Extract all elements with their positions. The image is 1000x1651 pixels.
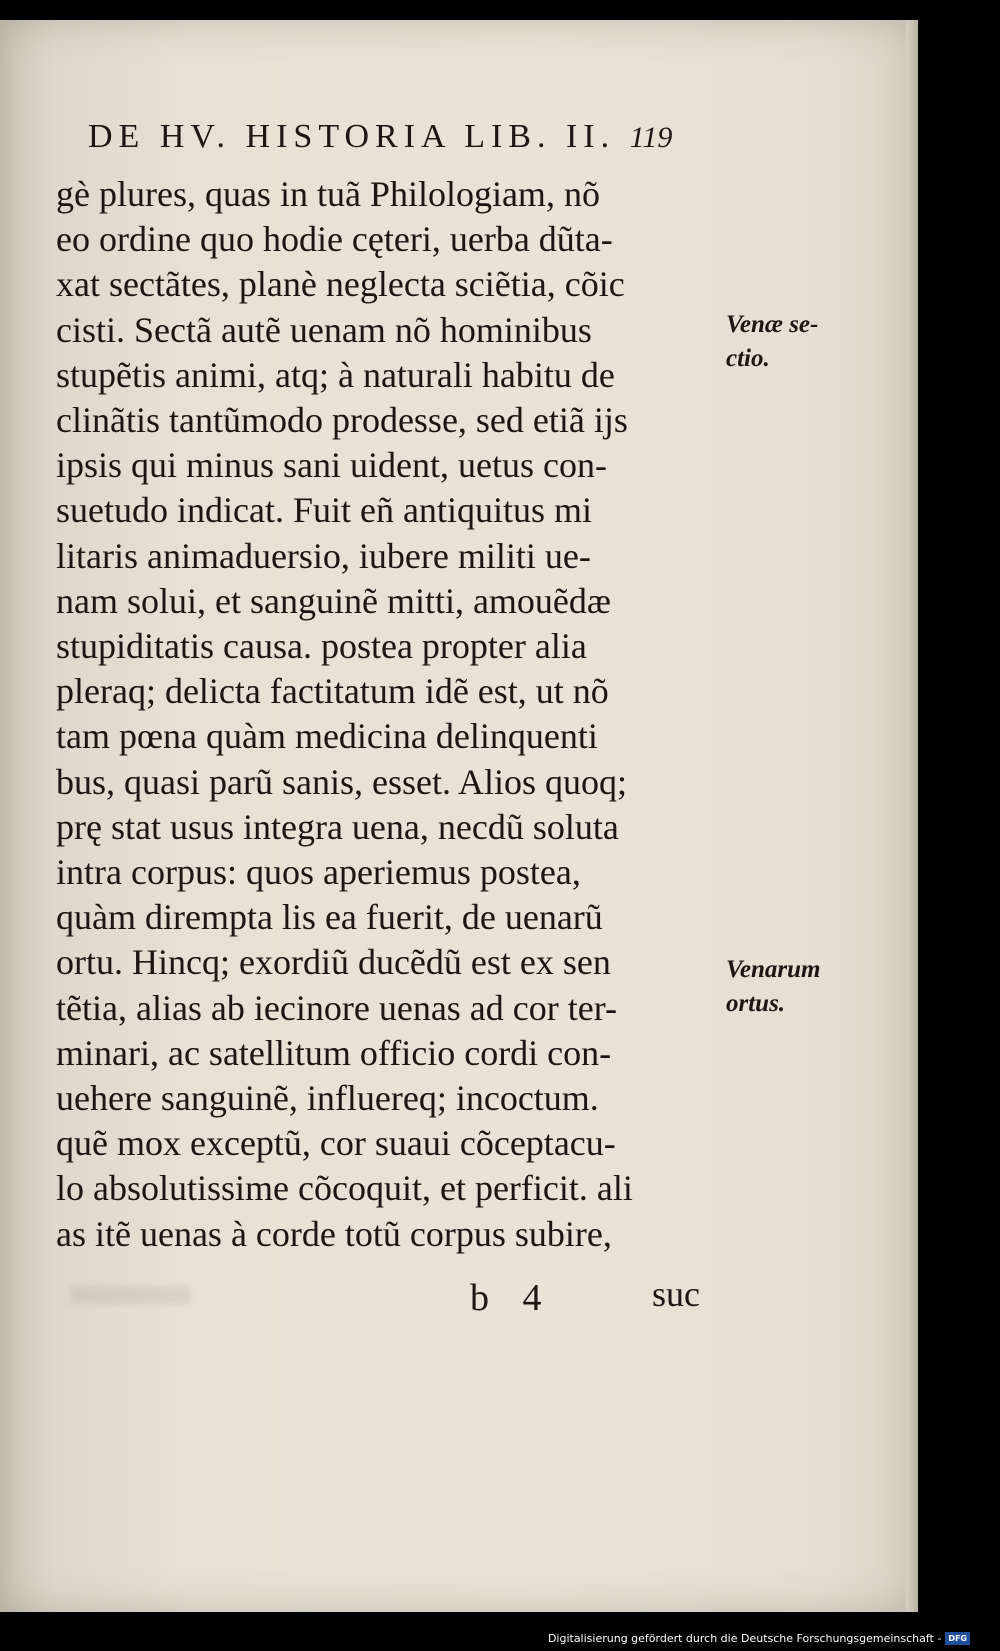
text-line: litaris animaduersio, iubere militi ue-	[56, 535, 591, 576]
running-head-title: DE HV. HISTORIA LIB. II.	[88, 118, 616, 155]
body-text	[56, 172, 716, 1257]
text-line: quàm dirempta lis ea fuerit, de uenarũ	[56, 897, 603, 938]
text-line: cisti. Sectã autẽ uenam nõ hominibus	[56, 309, 592, 350]
text-line: uehere sanguinẽ, influereq; incoctum.	[56, 1078, 599, 1119]
marginal-note-line: Venarum	[726, 956, 821, 983]
text-line: minari, ac satellitum officio cordi con-	[56, 1032, 612, 1073]
running-head	[88, 118, 748, 156]
marginal-note-line: ortus.	[726, 990, 786, 1017]
text-line: nam solui, et sanguinẽ mitti, amouẽdæ	[56, 580, 611, 621]
marginal-note-line: Venæ se-	[726, 311, 819, 338]
dfg-logo: DFG	[945, 1632, 970, 1645]
text-line: prę stat usus integra uena, necdũ soluta	[56, 806, 619, 847]
text-line: eo ordine quo hodie cęteri, uerba dũta-	[56, 219, 613, 260]
text-line: lo absolutissime cõcoquit, et perficit. ali	[56, 1168, 633, 1209]
text-line: xat sectãtes, planè neglecta sciẽtia, cõic	[56, 264, 625, 305]
ink-bleed-through	[70, 1286, 190, 1304]
text-line: tẽtia, alias ab iecinore uenas ad cor ter-	[56, 987, 617, 1028]
marginal-note-line: ctio.	[726, 345, 770, 372]
footer-credit	[548, 1632, 970, 1645]
marginal-note-vene-sectio	[726, 308, 818, 376]
text-line: quẽ mox exceptũ, cor suaui cõceptacu-	[56, 1123, 616, 1164]
text-line: stupẽtis animi, atq; à naturali habitu de	[56, 354, 615, 395]
book-page	[0, 20, 918, 1612]
text-line: intra corpus: quos aperiemus postea,	[56, 852, 581, 893]
text-line: bus, quasi parũ sanis, esset. Alios quoq;	[56, 761, 627, 802]
text-line: ortu. Hincq; exordiũ ducẽdũ est ex sen	[56, 942, 611, 983]
text-line: as itẽ uenas à corde totũ corpus subire,	[56, 1213, 612, 1254]
text-line: suetudo indicat. Fuit eñ antiquitus mi	[56, 490, 592, 531]
page-edge	[906, 20, 918, 1612]
text-line: clinãtis tantũmodo prodesse, sed etiã ijs	[56, 400, 628, 441]
marginal-note-venarum-ortus	[726, 953, 820, 1021]
text-line: pleraq; delicta factitatum idẽ est, ut nõ	[56, 671, 609, 712]
catchword: suc	[652, 1274, 700, 1314]
text-line: tam pœna quàm medicina delinquenti	[56, 716, 598, 757]
text-line: stupiditatis causa. postea propter alia	[56, 626, 587, 667]
footer-credit-text: Digitalisierung gefördert durch die Deutsche Forschungsgemeinschaft -	[547, 1632, 942, 1645]
text-line: gè plures, quas in tuã Philologiam, nõ	[56, 174, 600, 214]
signature-mark: b 4	[470, 1277, 554, 1319]
page-number: 119	[629, 121, 673, 154]
text-line: ipsis qui minus sani uident, uetus con-	[56, 445, 607, 486]
